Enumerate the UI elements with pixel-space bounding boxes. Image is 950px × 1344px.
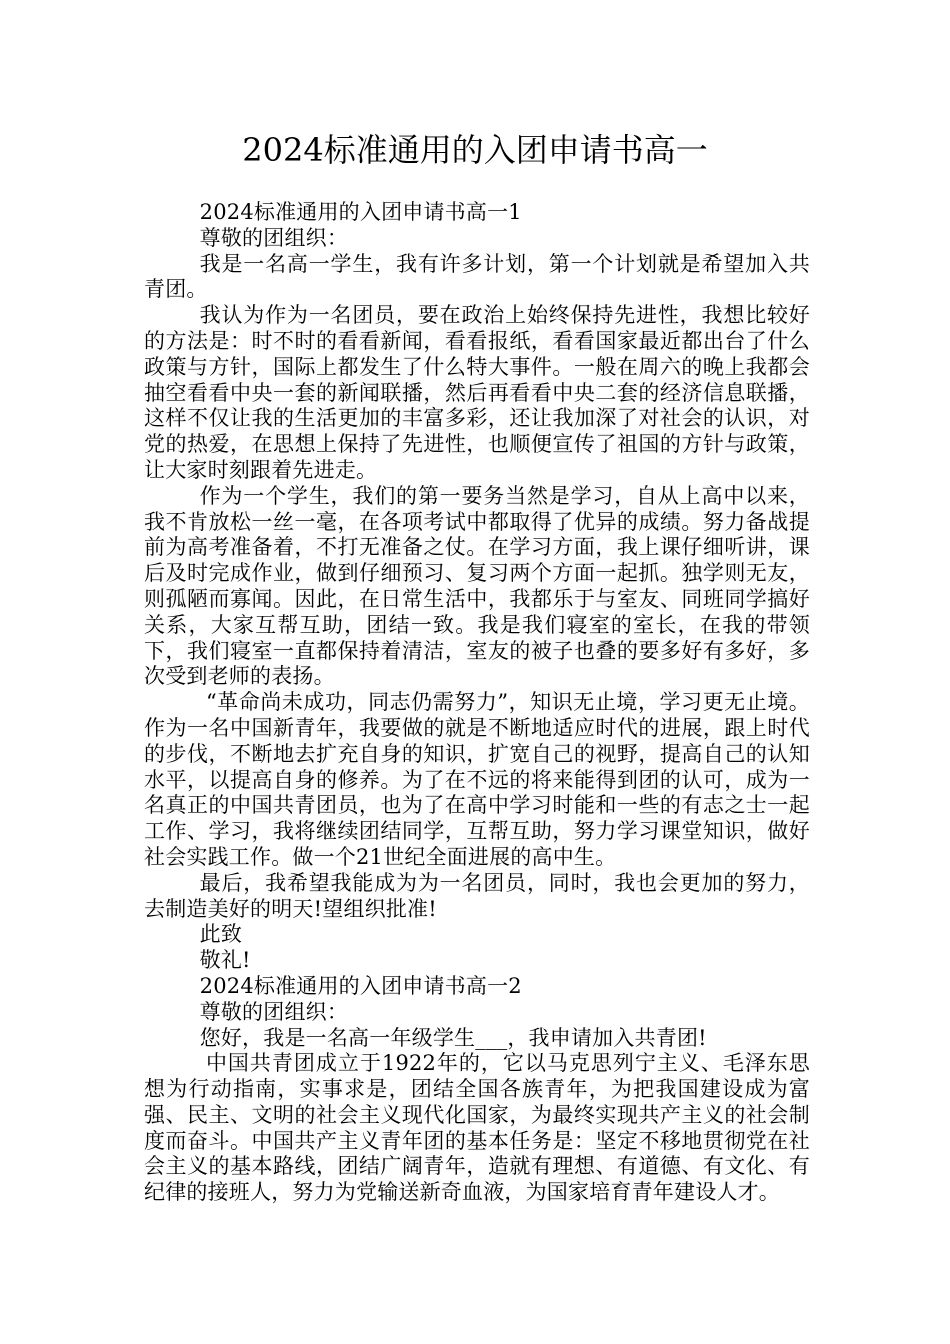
salutation: 尊敬的团组织：: [199, 999, 349, 1024]
paragraph: 我认为作为一名团员，要在政治上始终保持先进性，我想比较好的方法是：时不时的看看新闻，看看报纸，看看国家最近都出台了什么政策与方针，国际上都发生了什么特大事件。一般在周六的晚上我都会抽空看看中央一套的新闻联播，然后再看看中央二套的经济信息联播，这样不仅让我的生活更加的丰富多彩，还让我加深了对社会的认识，对党的热爱，在思想上保持了先进性，也顺便宣传了祖国的方针与政策，让大家时刻跟着先进走。: [144, 303, 810, 482]
paragraph: “革命尚未成功，同志仍需努力”，知识无止境，学习更无止境。作为一名中国新青年，我要做的就是不断地适应时代的进展，跟上时代的步伐，不断地去扩充自身的知识，扩宽自己的视野，提高自己的认知水平，以提高自身的修养。为了在不远的将来能得到团的认可，成为一名真正的中国共青团员，也为了在高中学习时能和一些的有志之士一起工作、学习，我将继续团结同学，互帮互助，努力学习课堂知识，做好社会实践工作。做一个21世纪全面进展的高中生。: [144, 690, 810, 869]
paragraph: 我是一名高一学生，我有许多计划，第一个计划就是希望加入共青团。: [144, 251, 810, 302]
section-heading-2: 2024标准通用的入团申请书高一2: [199, 973, 522, 998]
closing-line: 此致: [199, 922, 243, 947]
salutation: 尊敬的团组织：: [199, 225, 349, 250]
document-body: [144, 200, 810, 1206]
section-heading-1: 2024标准通用的入团申请书高一1: [199, 200, 522, 224]
paragraph: 您好，我是一名高一年级学生___，我申请加入共青团!: [199, 1025, 707, 1050]
paragraph: 中国共青团成立于1922年的，它以马克思列宁主义、毛泽东思想为行动指南，实事求是，团结全国各族青年，为把我国建设成为富强、民主、文明的社会主义现代化国家，为最终实现共产主义的社会制度而奋斗。中国共产主义青年团的基本任务是：坚定不移地贯彻党在社会主义的基本路线，团结广阔青年，造就有理想、有道德、有文化、有纪律的接班人，努力为党输送新奇血液，为国家培育青年建设人才。: [144, 1051, 810, 1205]
closing-line: 敬礼!: [199, 948, 251, 973]
document-title: 2024标准通用的入团申请书高一: [242, 131, 708, 169]
paragraph: 最后，我希望我能成为为一名团员，同时，我也会更加的努力，去制造美好的明天!望组织批准!: [144, 870, 810, 921]
paragraph: 作为一个学生，我们的第一要务当然是学习，自从上高中以来，我不肯放松一丝一毫，在各项考试中都取得了优异的成绩。努力备战提前为高考准备着，不打无准备之仗。在学习方面，我上课仔细听讲，课后及时完成作业，做到仔细预习、复习两个方面一起抓。独学则无友，则孤陋而寡闻。因此，在日常生活中，我都乐于与室友、同班同学搞好关系，大家互帮互助，团结一致。我是我们寝室的室长，在我的带领下，我们寝室一直都保持着清洁，室友的被子也叠的要多好有多好，多次受到老师的表扬。: [144, 483, 810, 689]
